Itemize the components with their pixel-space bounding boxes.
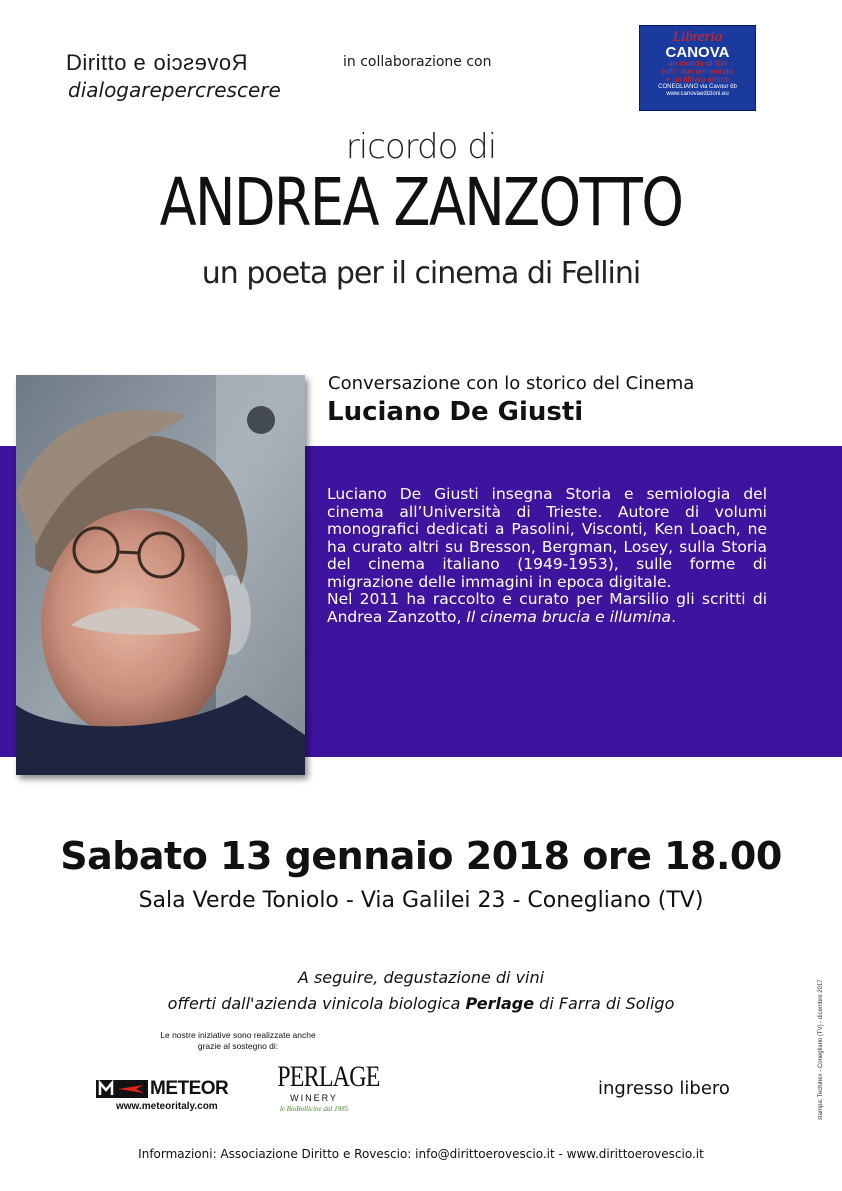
speaker-name: Luciano De Giusti [327, 397, 584, 427]
speaker-photo [16, 375, 305, 775]
event-place: Sala Verde Toniolo - Via Galilei 23 - Conegliano (TV) [138, 888, 704, 913]
canova-logo-address: CONEGLIANO via Cavour 6b [658, 84, 737, 90]
winery-name: Perlage [465, 994, 535, 1013]
wine-tasting-line1: A seguire, degustazione di vini [297, 968, 545, 987]
libreria-canova-logo [639, 25, 756, 111]
organizer-tagline: dialogarepercrescere [68, 78, 281, 102]
sponsors-note: Le nostre iniziative sono realizzate anche grazie al sostegno di: [160, 1030, 316, 1051]
meteor-logo [96, 1078, 256, 1118]
canova-logo-line3b: tutti i libri del mondo [661, 67, 734, 76]
bio-paragraph-2: Nel 2011 ha raccolto e curato per Marsilio gli scritti di Andrea Zanzotto, Il cinema brucia e illumina. [327, 590, 767, 626]
bio-paragraph-1: Luciano De Giusti insegna Storia e semiologia del cinema all’Università di Trieste. Autore di volumi monografici dedicati a Pasolini, Visconti, Ken Loach, ne ha curato altri su Bresson, Bergman, Losey, sulla Storia del cinema italiano (1949-1953), sulle forme di migrazione delle immagini in epoca digitale. [327, 485, 767, 591]
organizer-name-mirrored: Rovescio [152, 50, 248, 75]
organizer-name: Diritto e Rovescio [66, 50, 248, 75]
canova-logo-url: www.canovaedizioni.eu [666, 91, 729, 97]
perlage-name: PERLAGE [277, 1060, 380, 1093]
canova-logo-line1: Libreria [672, 29, 723, 45]
title-prefix: ricordo di [345, 127, 497, 167]
book-title: Il cinema brucia e illumina [466, 607, 672, 626]
canova-logo-line3a: un mondo di libri [668, 59, 727, 68]
perlage-tagline: le BioBollicine dal 1985 [279, 1105, 349, 1113]
free-entry: ingresso libero [598, 1078, 730, 1099]
perlage-subtitle: WINERY [290, 1093, 338, 1103]
contact-info: Informazioni: Associazione Diritto e Rovescio: info@dirittoerovescio.it - www.dirittoerovescio.it [138, 1147, 704, 1161]
canova-logo-line2: CANOVA [665, 44, 730, 61]
conversation-intro: Conversazione con lo storico del Cinema [328, 373, 695, 394]
meteor-emblem-icon [96, 1080, 148, 1098]
print-note: stampa: Techinex - Conegliano (TV) - dicembre 2017 [818, 979, 824, 1120]
event-date: Sabato 13 gennaio 2018 ore 18.00 [60, 834, 782, 878]
perlage-logo [268, 1060, 380, 1114]
meteor-url: www.meteoritaly.com [116, 1101, 218, 1112]
canova-logo-line3c: e un libraio amico [666, 75, 729, 84]
print-note-container [818, 950, 828, 1120]
main-title: ANDREA ZANZOTTO [159, 164, 683, 241]
speaker-bio [327, 486, 767, 626]
meteor-name: METEOR [150, 1078, 229, 1099]
subtitle: un poeta per il cinema di Fellini [201, 256, 641, 291]
collaboration-label: in collaborazione con [343, 54, 492, 70]
wine-tasting-line2: offerti dall'azienda vinicola biologica Perlage di Farra di Soligo [167, 994, 675, 1013]
